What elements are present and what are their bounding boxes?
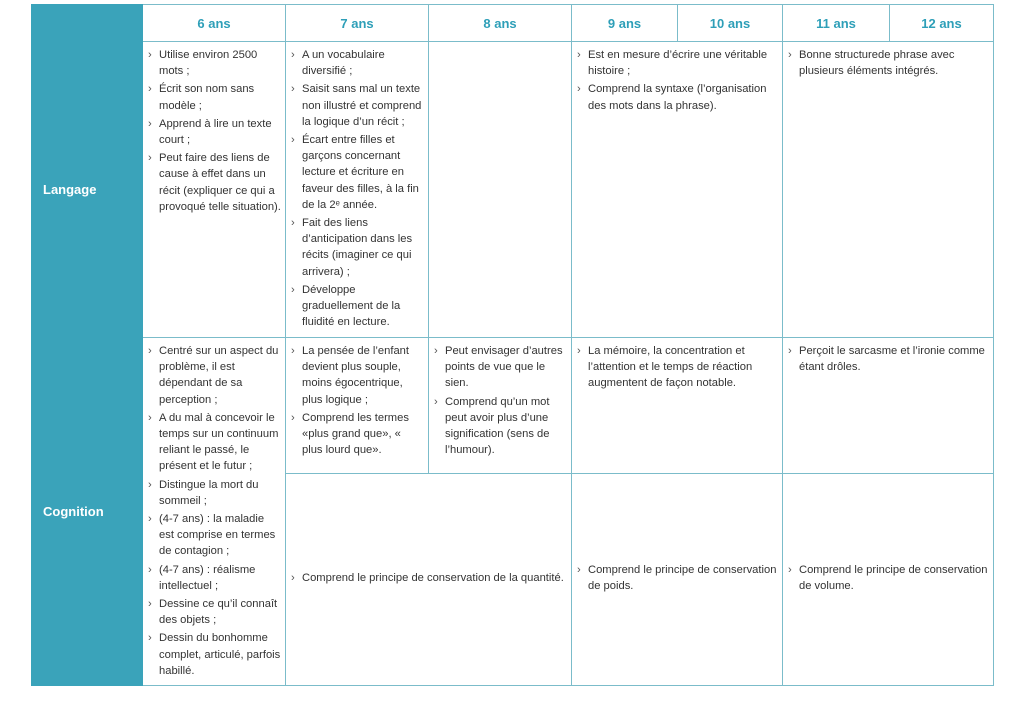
cognition-9-10-ans-list <box>572 338 782 398</box>
list-item: › La pensée de l’enfant devient plus souple, moins égocentrique, plus logique ; <box>291 343 424 408</box>
conservation-poids-cell <box>572 473 783 685</box>
langage-7-ans-list <box>286 42 428 336</box>
conservation-volume-list <box>783 562 993 594</box>
cognition-8-ans-cell <box>429 338 572 474</box>
list-item: › Comprend qu’un mot peut avoir plus d’une signification (sens de l’humour). <box>434 394 567 459</box>
list-item: › A du mal à concevoir le temps sur un continuum reliant le passé, le présent et le futur ; <box>148 410 281 475</box>
list-item: › Écart entre filles et garçons concernant lecture et écriture en faveur des filles, à la fin de la 2ᵉ année. <box>291 132 424 213</box>
list-item: › Dessin du bonhomme complet, articulé, parfois habillé. <box>148 630 281 679</box>
langage-8-ans-cell <box>429 42 572 338</box>
cognition-6-ans-cell <box>143 338 286 686</box>
cognition-6-ans-list <box>143 338 285 685</box>
list-item: › Saisit sans mal un texte non illustré et comprend la logique d’un récit ; <box>291 81 424 130</box>
cognition-7-ans-cell <box>286 338 429 474</box>
langage-11-12-ans-list <box>783 42 993 85</box>
corner-cell <box>32 5 143 42</box>
cognition-11-12-ans-cell <box>783 338 994 474</box>
list-item: › Perçoit le sarcasme et l’ironie comme étant drôles. <box>788 343 989 375</box>
list-item: › Fait des liens d’anticipation dans les récits (imaginer ce qui arrivera) ; <box>291 215 424 280</box>
list-item: › Centré sur un aspect du problème, il est dépendant de sa perception ; <box>148 343 281 408</box>
list-item: › Comprend la syntaxe (l’organisation des mots dans la phrase). <box>577 81 778 113</box>
conservation-poids-list <box>572 562 782 594</box>
header-7-ans: 7 ans <box>286 5 429 42</box>
cognition-8-ans-list <box>429 338 571 464</box>
list-item: › Peut envisager d’autres points de vue que le sien. <box>434 343 567 392</box>
list-item: › Dessine ce qu’il connaît des objets ; <box>148 596 281 628</box>
header-12-ans: 12 ans <box>890 5 994 42</box>
list-item: › Comprend le principe de conservation de poids. <box>577 562 778 594</box>
row-label-langage: Langage <box>32 42 143 338</box>
header-11-ans: 11 ans <box>783 5 890 42</box>
conservation-volume-cell <box>783 473 994 685</box>
list-item: › A un vocabulaire diversifié ; <box>291 47 424 79</box>
list-item: › Est en mesure d’écrire une véritable histoire ; <box>577 47 778 79</box>
header-10-ans: 10 ans <box>678 5 783 42</box>
list-item: › Utilise environ 2500 mots ; <box>148 47 281 79</box>
conservation-quantite-cell <box>286 473 572 685</box>
langage-9-10-ans-list <box>572 42 782 120</box>
header-8-ans: 8 ans <box>429 5 572 42</box>
list-item: › (4-7 ans) : réalisme intellectuel ; <box>148 562 281 594</box>
langage-row <box>32 42 994 338</box>
cognition-11-12-ans-list <box>783 338 993 381</box>
cognition-row-1 <box>32 338 994 474</box>
list-item: › Comprend le principe de conservation de volume. <box>788 562 989 594</box>
list-item: › Comprend les termes «plus grand que», « plus lourd que». <box>291 410 424 459</box>
list-item: › Distingue la mort du sommeil ; <box>148 477 281 509</box>
cognition-9-10-ans-cell <box>572 338 783 474</box>
list-item: › Bonne structurede phrase avec plusieurs éléments intégrés. <box>788 47 989 79</box>
header-9-ans: 9 ans <box>572 5 678 42</box>
header-row <box>32 5 994 42</box>
cognition-7-ans-list <box>286 338 428 464</box>
list-item: › Comprend le principe de conservation de la quantité. <box>291 570 567 586</box>
list-item: › La mémoire, la concentration et l’attention et le temps de réaction augmentent de façon notable. <box>577 343 778 392</box>
development-table <box>31 4 994 686</box>
langage-9-10-ans-cell <box>572 42 783 338</box>
row-label-cognition: Cognition <box>32 338 143 686</box>
list-item: › Apprend à lire un texte court ; <box>148 116 281 148</box>
langage-7-ans-cell <box>286 42 429 338</box>
langage-6-ans-cell <box>143 42 286 338</box>
list-item: › (4-7 ans) : la maladie est comprise en termes de contagion ; <box>148 511 281 560</box>
langage-11-12-ans-cell <box>783 42 994 338</box>
list-item: › Peut faire des liens de cause à effet dans un récit (expliquer ce qui a provoqué telle situation). <box>148 150 281 215</box>
list-item: › Écrit son nom sans modèle ; <box>148 81 281 113</box>
langage-6-ans-list <box>143 42 285 221</box>
list-item: › Développe graduellement de la fluidité en lecture. <box>291 282 424 331</box>
header-6-ans: 6 ans <box>143 5 286 42</box>
conservation-quantite-list <box>286 570 571 586</box>
